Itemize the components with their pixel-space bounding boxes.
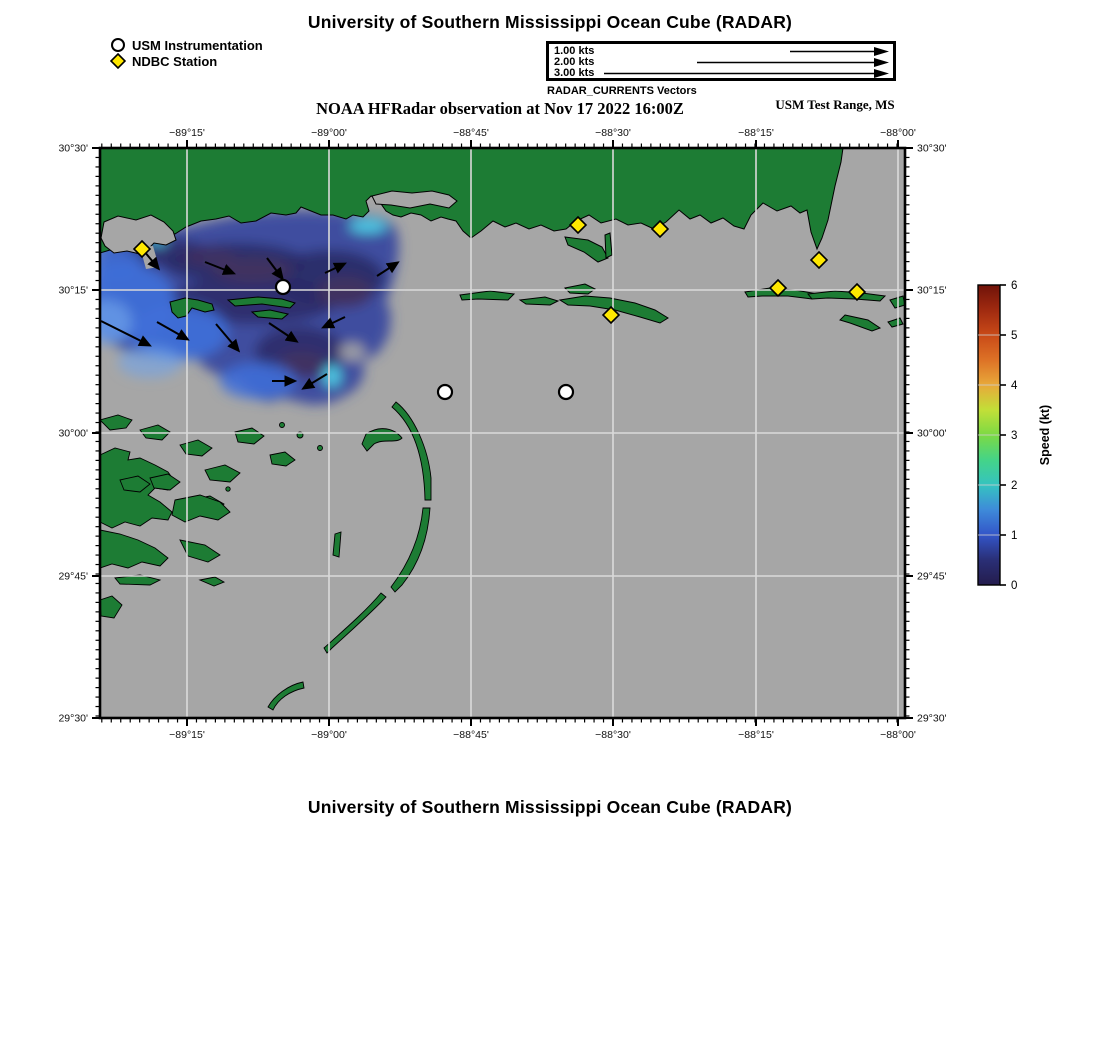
lon-tick-label-top: −88°15': [738, 127, 774, 139]
page-title: University of Southern Mississippi Ocean Cube (RADAR): [307, 12, 793, 32]
colorbar-tick-label: 2: [1011, 480, 1018, 492]
lon-tick-label-bottom: −88°15': [738, 729, 774, 741]
legend-ndbc-label: NDBC Station: [132, 53, 218, 69]
lat-tick-label-left: 29°45': [58, 570, 88, 583]
lat-tick-label-left: 30°15': [58, 284, 88, 297]
lon-tick-label-bottom: −88°30': [595, 729, 631, 741]
scale-2kt-label: 2.00 kts: [554, 56, 595, 68]
lat-tick-label-right: 30°15': [917, 284, 947, 297]
scale-1kt-label: 1.00 kts: [554, 45, 595, 57]
vector-scale-box: [546, 41, 896, 81]
lon-tick-label-bottom: −88°00': [880, 729, 916, 741]
scale-3kt-label: 3.00 kts: [554, 67, 595, 79]
lon-tick-label-bottom: −89°15': [169, 729, 205, 741]
lat-tick-label-left: 30°30': [58, 142, 88, 155]
lon-tick-label-top: −88°45': [453, 127, 489, 139]
scale-arrows: [549, 44, 893, 78]
usm-instrumentation-icon: [110, 37, 126, 53]
lon-tick-label-bottom: −89°00': [311, 729, 347, 741]
usm-instrumentation-marker: [438, 385, 452, 399]
lon-tick-label-bottom: −88°45': [453, 729, 489, 741]
colorbar-tick-label: 5: [1011, 330, 1018, 342]
colorbar-tick-label: 6: [1011, 280, 1018, 292]
lon-tick-label-top: −89°00': [311, 127, 347, 139]
ndbc-station-icon: [110, 53, 126, 69]
lat-tick-label-right: 29°45': [917, 570, 947, 583]
colorbar-tick-label: 3: [1011, 430, 1018, 442]
usm-instrumentation-marker: [559, 385, 573, 399]
lon-tick-label-top: −88°30': [595, 127, 631, 139]
colorbar-tick-label: 4: [1011, 380, 1018, 392]
observation-subtitle: NOAA HFRadar observation at Nov 17 2022 16:00Z: [316, 99, 684, 118]
footer-title: University of Southern Mississippi Ocean Cube (RADAR): [307, 797, 793, 817]
colorbar-tick-label: 1: [1011, 530, 1018, 542]
legend-usm-row: [110, 37, 263, 53]
lon-tick-label-top: −89°15': [169, 127, 205, 139]
lat-tick-label-right: 30°00': [917, 427, 947, 440]
usm-instrumentation-marker: [276, 280, 290, 294]
legend-ndbc-row: [110, 53, 217, 69]
lat-tick-label-right: 29°30': [917, 712, 947, 725]
lon-tick-label-top: −88°00': [880, 127, 916, 139]
region-label: USM Test Range, MS: [775, 97, 895, 112]
lat-tick-label-left: 30°00': [58, 427, 88, 440]
colorbar: [978, 280, 1052, 592]
lat-tick-label-right: 30°30': [917, 142, 947, 155]
legend-usm-label: USM Instrumentation: [132, 37, 263, 53]
colorbar-axis-label: Speed (kt): [1038, 404, 1052, 466]
vector-scale-caption: RADAR_CURRENTS Vectors: [547, 85, 697, 97]
colorbar-tick-label: 0: [1011, 580, 1018, 592]
lat-tick-label-left: 29°30': [58, 712, 88, 725]
